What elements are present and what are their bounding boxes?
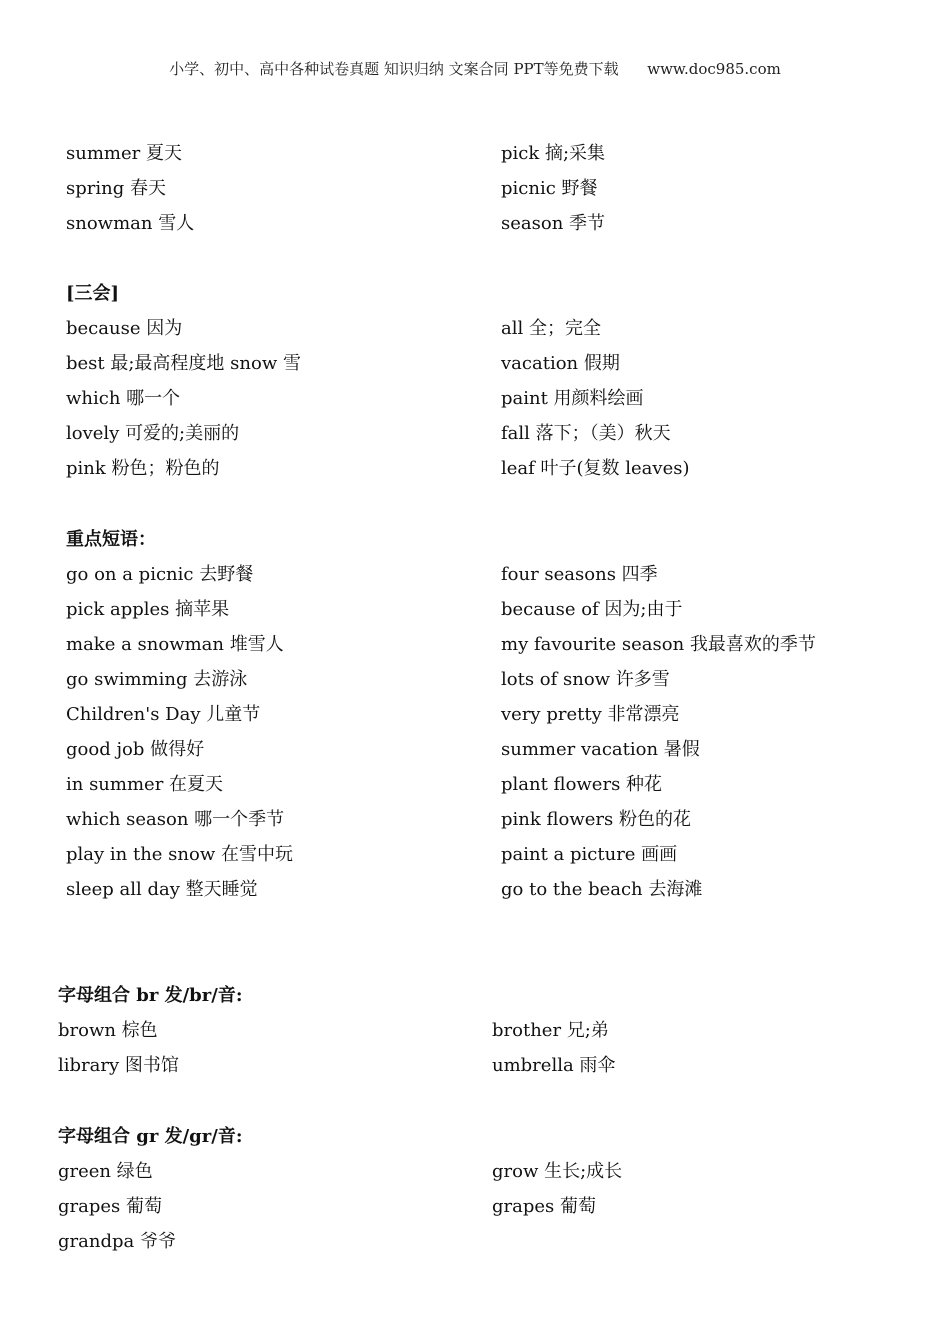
vocab-item: lovely 可爱的;美丽的 <box>66 423 240 444</box>
phrase-item: make a snowman 堆雪人 <box>66 634 284 655</box>
section-heading-br: 字母组合 br 发/br/音: <box>58 985 243 1006</box>
gr-right <box>492 1154 622 1224</box>
br-right <box>492 1013 615 1083</box>
vocab-item: umbrella 雨伞 <box>492 1055 616 1076</box>
vocab-item: pink 粉色；粉色的 <box>66 458 220 479</box>
phrase-item: lots of snow 许多雪 <box>501 669 670 690</box>
vocab-item: season 季节 <box>501 213 606 234</box>
phrase-item: which season 哪一个季节 <box>66 809 285 830</box>
vocab-item: vacation 假期 <box>501 353 620 374</box>
phrase-item: pick apples 摘苹果 <box>66 599 230 620</box>
basic-words-right <box>501 136 605 241</box>
phrase-item: go on a picnic 去野餐 <box>66 564 254 585</box>
vocab-item: pick 摘;采集 <box>501 143 606 164</box>
vocab-item: paint 用颜料绘画 <box>501 388 644 409</box>
vocab-item: because 因为 <box>66 318 183 339</box>
br-left <box>58 1013 179 1083</box>
phrase-item: summer vacation 暑假 <box>501 739 700 760</box>
phrase-item: good job 做得好 <box>66 739 205 760</box>
phrase-item: plant flowers 种花 <box>501 774 663 795</box>
vocab-item: grow 生长;成长 <box>492 1161 623 1182</box>
phrase-item: in summer 在夏天 <box>66 774 224 795</box>
vocab-item: picnic 野餐 <box>501 178 598 199</box>
phrase-item: go swimming 去游泳 <box>66 669 248 690</box>
vocab-item: green 绿色 <box>58 1161 153 1182</box>
phrase-item: very pretty 非常漂亮 <box>501 704 680 725</box>
vocab-item: library 图书馆 <box>58 1055 179 1076</box>
vocab-item: grandpa 爷爷 <box>58 1231 176 1252</box>
vocab-item: summer 夏天 <box>66 143 182 164</box>
vocab-item: spring 春天 <box>66 178 166 199</box>
gr-left <box>58 1154 176 1259</box>
sanhui-left <box>66 311 301 486</box>
phrases-right <box>501 557 816 907</box>
phrases-heading-block <box>66 522 156 557</box>
vocab-item: brown 棕色 <box>58 1020 158 1041</box>
phrase-item: my favourite season 我最喜欢的季节 <box>501 634 816 655</box>
vocab-item: snowman 雪人 <box>66 213 195 234</box>
phrase-item: four seasons 四季 <box>501 564 658 585</box>
phrase-item: pink flowers 粉色的花 <box>501 809 691 830</box>
phrase-item: paint a picture 画画 <box>501 844 678 865</box>
vocab-item: grapes 葡萄 <box>492 1196 596 1217</box>
br-heading-block <box>58 978 242 1013</box>
phrase-item: because of 因为;由于 <box>501 599 683 620</box>
phrase-item: play in the snow 在雪中玩 <box>66 844 293 865</box>
page-header: 小学、初中、高中各种试卷真题 知识归纳 文案合同 PPT等免费下载 www.doc985.com <box>169 60 781 78</box>
phrases-left <box>66 557 293 907</box>
section-heading-phrases: 重点短语： <box>66 529 156 550</box>
vocab-item: grapes 葡萄 <box>58 1196 162 1217</box>
vocab-item: fall 落下；（美）秋天 <box>501 423 671 444</box>
section-heading-gr: 字母组合 gr 发/gr/音: <box>58 1126 243 1147</box>
phrase-item: Children's Day 儿童节 <box>66 704 261 725</box>
sanhui-right <box>501 311 690 486</box>
phrase-item: sleep all day 整天睡觉 <box>66 879 258 900</box>
vocab-item: best 最;最高程度地 snow 雪 <box>66 353 301 374</box>
vocab-item: brother 兄;弟 <box>492 1020 609 1041</box>
sanhui-heading-block <box>66 276 119 311</box>
vocab-item: which 哪一个 <box>66 388 181 409</box>
vocab-item: all 全；完全 <box>501 318 601 339</box>
vocab-item: leaf 叶子(复数 leaves) <box>501 458 690 479</box>
phrase-item: go to the beach 去海滩 <box>501 879 703 900</box>
gr-heading-block <box>58 1119 242 1154</box>
basic-words-left <box>66 136 194 241</box>
section-heading-sanhui: [三会] <box>66 283 120 304</box>
